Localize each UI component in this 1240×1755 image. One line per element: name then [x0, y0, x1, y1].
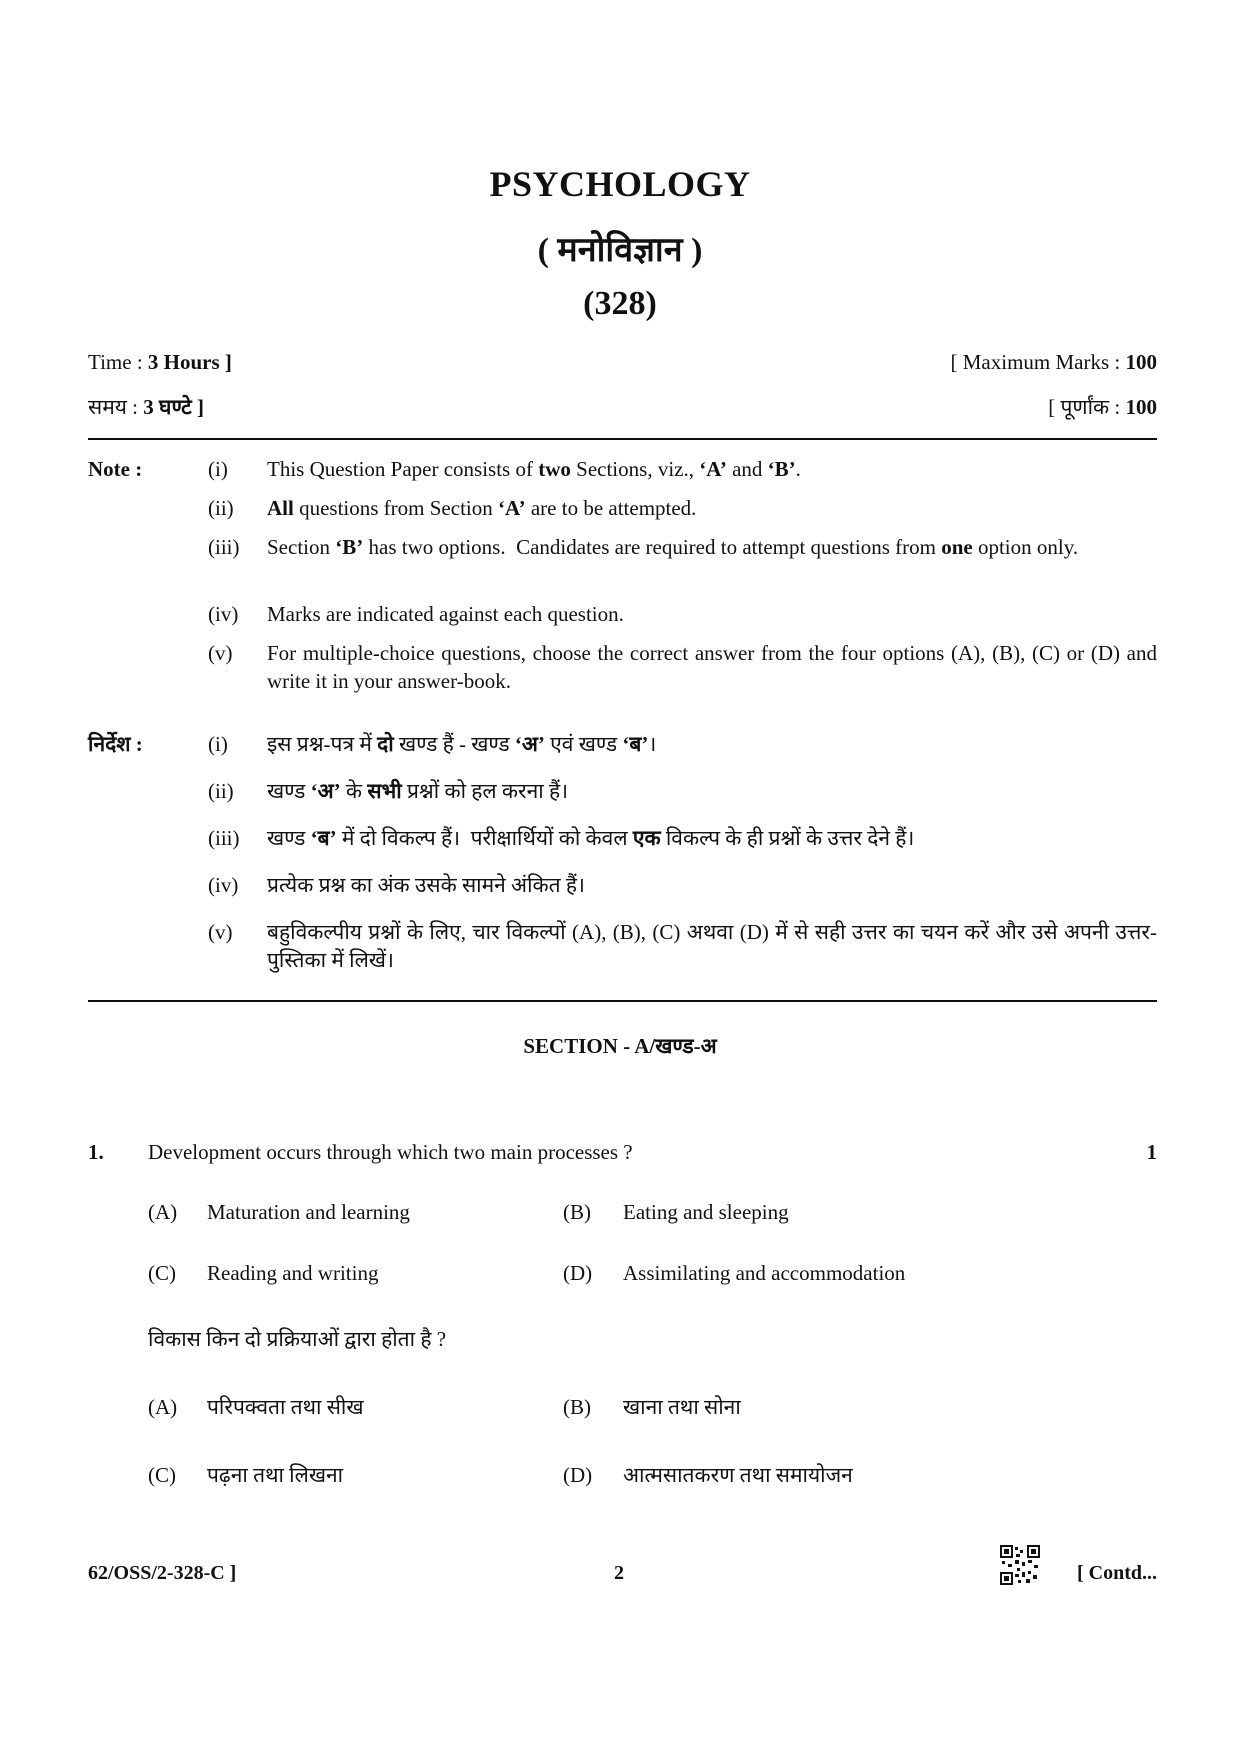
time-value: 3 Hours ]	[147, 350, 232, 374]
option-text: Reading and writing	[207, 1261, 379, 1285]
option-label: (A)	[148, 1200, 178, 1224]
time-label-hindi: समय :	[88, 395, 139, 419]
note-number: (iii)	[208, 826, 240, 850]
option-label: (D)	[563, 1261, 593, 1285]
option-text-hindi: आत्मसातकरण तथा समायोजन	[623, 1463, 853, 1487]
subject-code: (328)	[583, 285, 657, 322]
subject-title: PSYCHOLOGY	[489, 164, 751, 204]
question-marks: 1	[1146, 1140, 1157, 1164]
note-number: (iv)	[208, 602, 239, 626]
paper-code: 62/OSS/2-328-C ]	[88, 1562, 237, 1584]
marks-value: 100	[1125, 350, 1157, 374]
note-text: All questions from Section ‘A’ are to be attempted.	[267, 496, 697, 520]
option-label: (B)	[563, 1200, 591, 1224]
note-text: This Question Paper consists of two Sections, viz., ‘A’ and ‘B’.	[267, 457, 801, 481]
marks-label: [ Maximum Marks :	[950, 350, 1121, 374]
note-text: खण्ड ‘ब’ में दो विकल्प हैं। परीक्षार्थियों को केवल एक विकल्प के ही प्रश्नों के उत्तर देने हैं।	[267, 826, 915, 850]
marks-hindi	[1048, 393, 1157, 421]
marks-value-hindi: 100	[1125, 395, 1157, 419]
time-value-hindi: 3 घण्टे ]	[143, 395, 205, 419]
continued-label: [ Contd...	[1076, 1562, 1157, 1584]
option-text: Assimilating and accommodation	[623, 1261, 906, 1285]
note-text: बहुविकल्पीय प्रश्नों के लिए, चार विकल्पों (A), (B), (C) अथवा (D) में से सही उत्तर का चयन करें और उसे अपनी उत्तर-पुस्तिका में लिखें।	[267, 920, 1157, 972]
option-label: (D)	[563, 1463, 593, 1487]
note-number: (v)	[208, 641, 233, 665]
note-number: (i)	[208, 457, 228, 481]
option-text: Maturation and learning	[207, 1200, 410, 1224]
option-text-hindi: खाना तथा सोना	[623, 1395, 741, 1419]
subject-title-hindi: ( मनोविज्ञान )	[537, 232, 703, 269]
note-number: (iii)	[208, 535, 240, 559]
question-text: Development occurs through which two main processes ?	[148, 1140, 633, 1164]
option-text-hindi: पढ़ना तथा लिखना	[207, 1463, 344, 1487]
note-number: (ii)	[208, 496, 234, 520]
option-label: (C)	[148, 1463, 176, 1487]
option-label: (A)	[148, 1395, 178, 1419]
marks-english	[951, 350, 1157, 375]
qr-code-icon	[1000, 1545, 1040, 1585]
option-label: (B)	[563, 1395, 591, 1419]
option-text-hindi: परिपक्वता तथा सीख	[207, 1395, 364, 1419]
note-number: (ii)	[208, 779, 234, 803]
time-label: Time :	[88, 350, 143, 374]
question-number: 1.	[88, 1140, 104, 1164]
note-number: (i)	[208, 732, 228, 756]
note-text: For multiple-choice questions, choose the correct answer from the four options (A), (B), (C) or (D) and write it in your answer-book.	[267, 641, 1157, 693]
marks-label-hindi: [ पूर्णांक :	[1048, 395, 1121, 419]
page-number: 2	[614, 1562, 624, 1584]
section-heading: SECTION - A/खण्ड-अ	[523, 1034, 717, 1058]
option-label: (C)	[148, 1261, 176, 1285]
option-text: Eating and sleeping	[623, 1200, 789, 1224]
note-label: Note :	[88, 457, 143, 481]
note-label-hindi: निर्देश :	[88, 732, 143, 756]
note-text: Marks are indicated against each question.	[267, 602, 624, 626]
note-text: प्रत्येक प्रश्न का अंक उसके सामने अंकित हैं।	[267, 873, 586, 897]
note-number: (v)	[208, 920, 233, 944]
note-text: इस प्रश्न-पत्र में दो खण्ड हैं - खण्ड ‘अ’ एवं खण्ड ‘ब’।	[267, 732, 657, 756]
note-text: खण्ड ‘अ’ के सभी प्रश्नों को हल करना हैं।	[267, 779, 569, 803]
question-text-hindi: विकास किन दो प्रक्रियाओं द्वारा होता है ?	[148, 1327, 447, 1351]
divider-bottom	[88, 1000, 1157, 1002]
note-number: (iv)	[208, 873, 239, 897]
note-text: Section ‘B’ has two options. Candidates are required to attempt questions from one option only.	[267, 535, 1079, 559]
time-english	[88, 350, 232, 375]
time-hindi	[88, 393, 204, 421]
divider-top	[88, 438, 1157, 440]
